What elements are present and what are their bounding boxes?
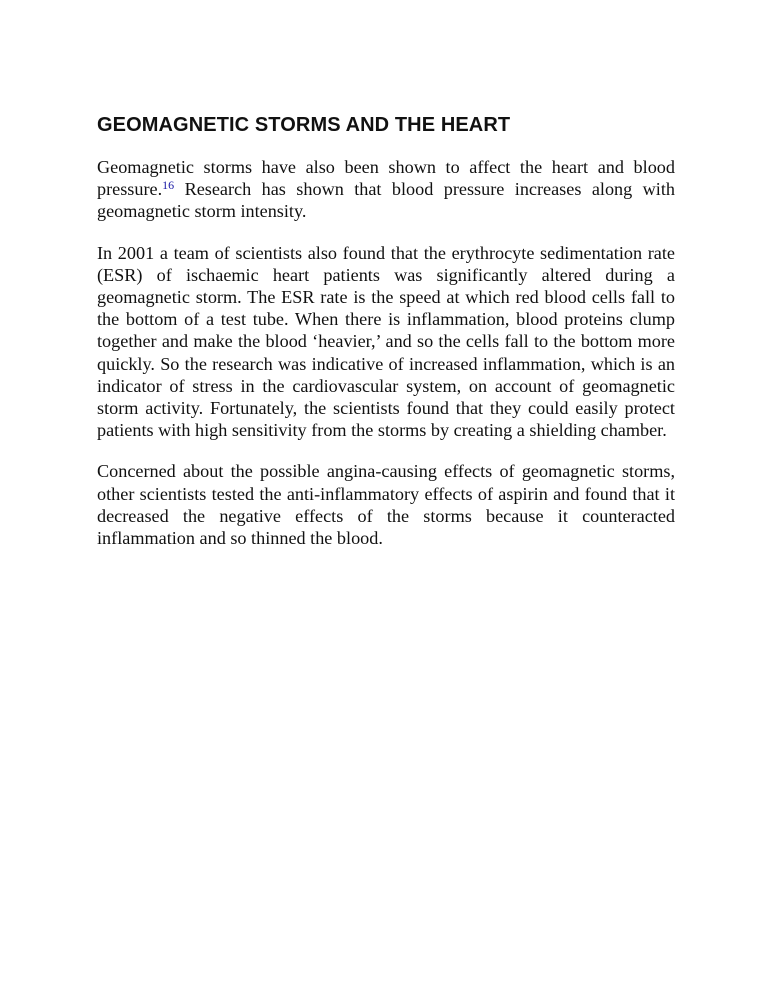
footnote-reference-16[interactable]: 16	[162, 178, 175, 193]
document-page	[97, 112, 675, 568]
paragraph-1-text-a: Geomagnetic storms have also been shown to affect the heart and blood pressure.	[97, 157, 675, 200]
section-heading: GEOMAGNETIC STORMS AND THE HEART	[97, 114, 511, 136]
paragraph-3: Concerned about the possible angina-causing effects of geomagnetic storms, other scientists tested the anti-inflammatory effects of aspirin and found that it decreased the negative effects of the storms because it counteracted inflammation and so thinned the blood.	[97, 461, 675, 549]
paragraph-1	[97, 156, 675, 223]
paragraph-1-text-b: Research has shown that blood pressure increases along with geomagnetic storm intensity.	[97, 179, 675, 222]
paragraph-2: In 2001 a team of scientists also found that the erythrocyte sedimentation rate (ESR) of ischaemic heart patients was significantly altered during a geomagnetic storm. The ESR rate is the speed at which red blood cells fall to the bottom of a test tube. When there is inflammation, blood proteins clump together and make the blood ‘heavier,’ and so the cells fall to the bottom more quickly. So the research was indicative of increased inflammation, which is an indicator of stress in the cardiovascular system, on account of geomagnetic storm activity. Fortunately, the scientists found that they could easily protect patients with high sensitivity from the storms by creating a shielding chamber.	[97, 242, 675, 441]
